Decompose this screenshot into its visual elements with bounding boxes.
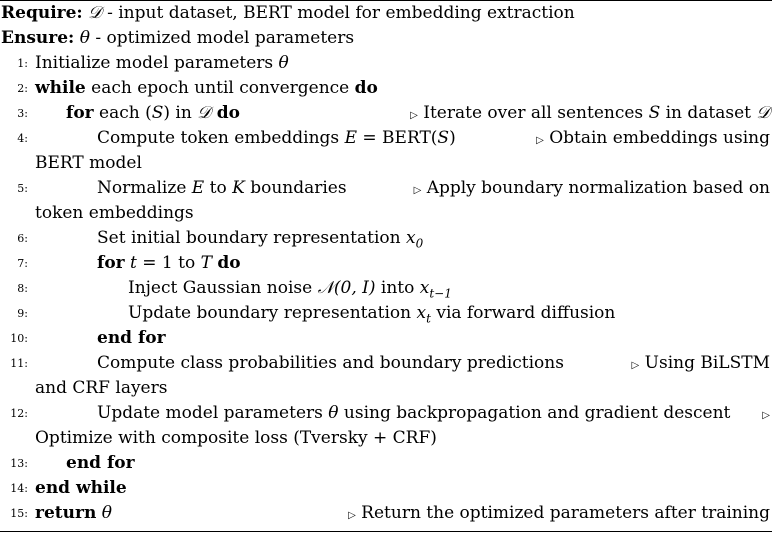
line-4 — [0, 126, 772, 151]
comment-triangle-icon: ▷ — [536, 135, 544, 146]
line-1 — [0, 51, 772, 76]
bottom-rule — [0, 531, 772, 532]
comment-triangle-icon: ▷ — [410, 110, 418, 121]
line-15 — [0, 501, 772, 526]
line-5-wrap — [0, 201, 772, 226]
line-12 — [0, 401, 772, 426]
line-number: 8: — [17, 282, 28, 295]
comment-text: in dataset — [660, 103, 757, 123]
require-text: - input dataset, BERT model for embedding extraction — [101, 3, 575, 23]
comment-math: S — [648, 103, 661, 123]
line-3 — [0, 101, 772, 126]
line-10 — [0, 326, 772, 351]
comment-text: Using BiLSTM — [644, 353, 770, 373]
line-7 — [0, 251, 772, 276]
line-text: each ( — [93, 103, 152, 123]
line-math: θ — [101, 503, 112, 523]
line-subscript: t — [426, 311, 431, 326]
keyword-end-for: end for — [97, 328, 166, 348]
line-text: Set initial boundary representation — [97, 228, 406, 248]
line-number: 10: — [10, 332, 28, 345]
wrapped-text: BERT model — [35, 153, 142, 173]
line-11 — [0, 351, 772, 376]
line-text: using backpropagation and gradient descent — [338, 403, 731, 423]
line-math: T — [200, 253, 212, 273]
line-9 — [0, 301, 772, 326]
line-math: 𝒩(0, I) — [317, 278, 376, 298]
ensure-math: θ — [79, 28, 90, 48]
comment-text: Iterate over all sentences — [417, 103, 649, 123]
line-math: θ — [328, 403, 339, 423]
wrapped-text: token embeddings — [35, 203, 194, 223]
line-math: θ — [278, 53, 289, 73]
line-text: = BERT( — [356, 128, 438, 148]
line-comment — [414, 176, 770, 203]
keyword-end-while: end while — [35, 478, 127, 498]
line-text: Update boundary representation — [128, 303, 417, 323]
line-text: Update model parameters — [97, 403, 329, 423]
comment-triangle-icon: ▷ — [413, 185, 422, 196]
line-number: 3: — [17, 107, 28, 120]
ensure-label: Ensure: — [1, 28, 75, 48]
line-math: t — [130, 253, 137, 273]
keyword-end-for: end for — [66, 453, 135, 473]
wrapped-text: and CRF layers — [35, 378, 168, 398]
comment-triangle-icon: ▷ — [348, 510, 356, 521]
line-comment — [762, 401, 770, 428]
line-text: via forward diffusion — [430, 303, 616, 323]
require-math: 𝒟 — [88, 3, 102, 23]
line-number: 6: — [17, 232, 28, 245]
keyword-do: do — [354, 78, 378, 98]
line-math: x — [419, 278, 430, 298]
line-8 — [0, 276, 772, 301]
line-math: x — [416, 303, 427, 323]
require-line — [0, 1, 772, 26]
comment-text: Obtain embeddings using — [549, 128, 770, 148]
line-text: boundaries — [244, 178, 347, 198]
ensure-line — [0, 26, 772, 51]
line-5 — [0, 176, 772, 201]
line-14 — [0, 476, 772, 501]
line-comment — [632, 351, 770, 378]
comment-text: Return the optimized parameters after training — [361, 503, 770, 523]
ensure-text: - optimized model parameters — [89, 28, 355, 48]
line-number: 1: — [17, 57, 28, 70]
line-text: each epoch until convergence — [85, 78, 355, 98]
line-text: = 1 to — [136, 253, 201, 273]
line-text: Compute class probabilities and boundary predictions — [97, 353, 564, 373]
comment-math: 𝒟 — [756, 103, 770, 123]
line-math: x — [406, 228, 416, 248]
line-text: to — [204, 178, 233, 198]
line-number: 14: — [10, 482, 28, 495]
line-2 — [0, 76, 772, 101]
line-number: 5: — [17, 182, 28, 195]
line-text: ) in — [163, 103, 198, 123]
comment-triangle-icon: ▷ — [631, 360, 640, 371]
line-13 — [0, 451, 772, 476]
line-math: S — [437, 128, 450, 148]
line-comment — [410, 101, 770, 128]
comment-text: Apply boundary normalization based on — [426, 178, 770, 198]
line-comment — [536, 126, 770, 153]
line-text: Inject Gaussian noise — [128, 278, 318, 298]
line-number: 13: — [10, 457, 28, 470]
line-text: Compute token embeddings — [97, 128, 345, 148]
line-math: 𝒟 — [197, 103, 211, 123]
comment-triangle-icon: ▷ — [762, 410, 770, 421]
line-number: 2: — [17, 82, 28, 95]
keyword-while: while — [35, 78, 86, 98]
line-text: ) — [449, 128, 456, 148]
line-number: 4: — [17, 132, 28, 145]
line-number: 9: — [17, 307, 28, 320]
line-subscript: t−1 — [429, 286, 452, 301]
line-math: S — [151, 103, 164, 123]
line-text: into — [375, 278, 420, 298]
line-subscript: 0 — [415, 236, 424, 251]
keyword-for: for — [66, 103, 94, 123]
keyword-return: return — [35, 503, 97, 523]
line-11-wrap — [0, 376, 772, 401]
line-text: Initialize model parameters — [35, 53, 279, 73]
line-math: E — [191, 178, 205, 198]
keyword-do: do — [210, 103, 240, 123]
line-math: K — [232, 178, 245, 198]
line-number: 12: — [10, 407, 28, 420]
line-number: 15: — [10, 507, 28, 520]
wrapped-text: Optimize with composite loss (Tversky + CRF) — [35, 428, 437, 448]
require-label: Require: — [1, 3, 83, 23]
line-comment — [348, 501, 770, 528]
line-12-wrap — [0, 426, 772, 451]
line-math: E — [344, 128, 357, 148]
keyword-do: do — [217, 253, 241, 273]
line-6 — [0, 226, 772, 251]
line-4-wrap — [0, 151, 772, 176]
keyword-for: for — [97, 253, 125, 273]
line-text: Normalize — [97, 178, 192, 198]
line-number: 7: — [17, 257, 28, 270]
line-number: 11: — [10, 357, 28, 370]
